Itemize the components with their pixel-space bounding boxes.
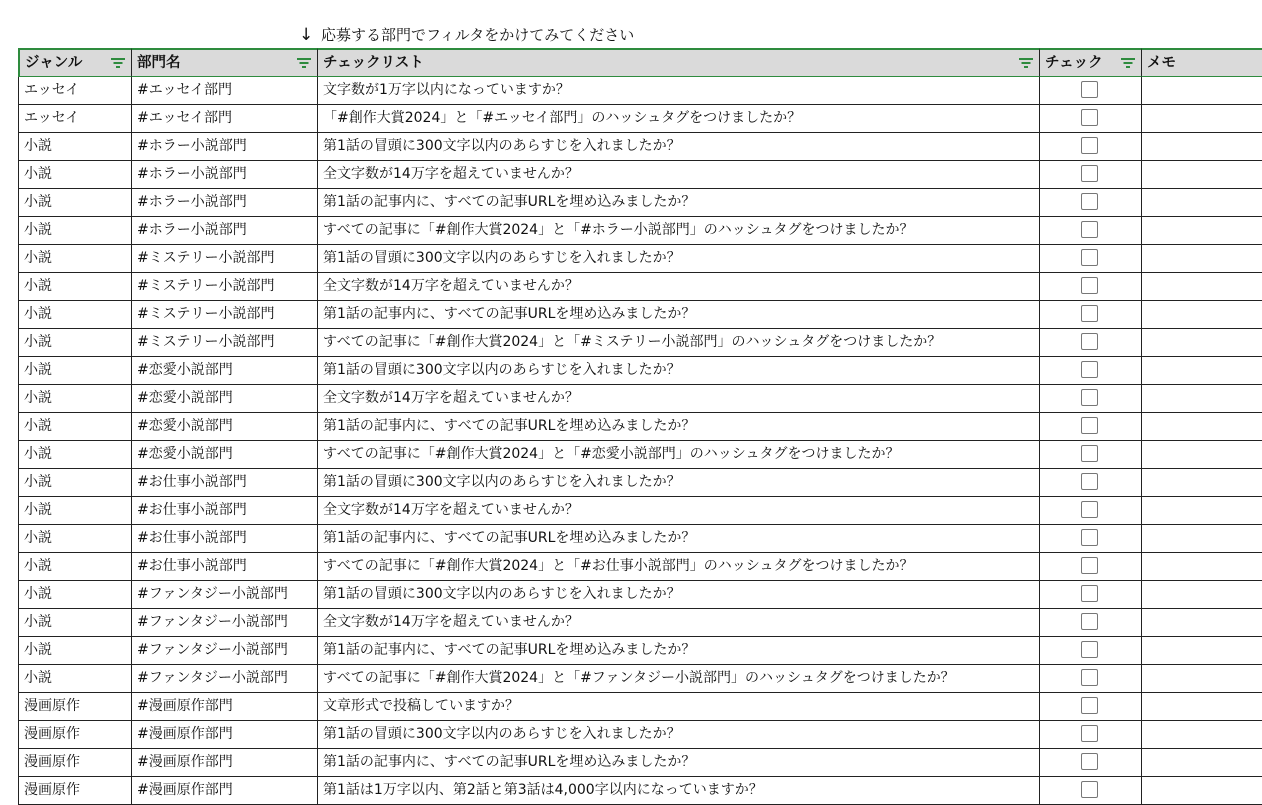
checkbox[interactable] bbox=[1081, 137, 1098, 154]
memo-cell[interactable] bbox=[1142, 161, 1262, 189]
department-cell[interactable]: #お仕事小説部門 bbox=[132, 553, 318, 581]
header-checklist bbox=[318, 48, 1040, 77]
genre-cell[interactable]: 小説 bbox=[18, 637, 132, 665]
check-cell[interactable] bbox=[1040, 665, 1142, 693]
table-row bbox=[18, 413, 1208, 441]
department-cell[interactable]: #ファンタジー小説部門 bbox=[132, 637, 318, 665]
department-cell[interactable]: #恋愛小説部門 bbox=[132, 385, 318, 413]
table-row bbox=[18, 609, 1208, 637]
table-row bbox=[18, 189, 1208, 217]
check-cell[interactable] bbox=[1040, 217, 1142, 245]
checklist-item-cell[interactable]: 第1話の記事内に、すべての記事URLを埋め込みましたか？ bbox=[318, 189, 1040, 217]
genre-cell[interactable]: 小説 bbox=[18, 301, 132, 329]
header-row bbox=[18, 48, 1208, 77]
department-cell[interactable]: #漫画原作部門 bbox=[132, 749, 318, 777]
header-memo-label: メモ bbox=[1147, 55, 1176, 71]
header-department bbox=[132, 48, 318, 77]
genre-cell[interactable]: 小説 bbox=[18, 581, 132, 609]
memo-cell[interactable] bbox=[1142, 497, 1262, 525]
memo-cell[interactable] bbox=[1142, 273, 1262, 301]
filter-icon[interactable] bbox=[111, 58, 125, 69]
header-genre bbox=[18, 48, 132, 77]
check-cell[interactable] bbox=[1040, 105, 1142, 133]
department-cell[interactable]: #ミステリー小説部門 bbox=[132, 245, 318, 273]
checkbox[interactable] bbox=[1081, 193, 1098, 210]
department-cell[interactable]: #ホラー小説部門 bbox=[132, 133, 318, 161]
department-cell[interactable]: #ファンタジー小説部門 bbox=[132, 581, 318, 609]
checkbox[interactable] bbox=[1081, 361, 1098, 378]
department-cell[interactable]: #お仕事小説部門 bbox=[132, 525, 318, 553]
memo-cell[interactable] bbox=[1142, 357, 1262, 385]
department-cell[interactable]: #ファンタジー小説部門 bbox=[132, 609, 318, 637]
genre-cell[interactable]: 小説 bbox=[18, 161, 132, 189]
checklist-item-cell[interactable]: 第1話の記事内に、すべての記事URLを埋め込みましたか？ bbox=[318, 749, 1040, 777]
memo-cell[interactable] bbox=[1142, 245, 1262, 273]
filter-icon[interactable] bbox=[1019, 58, 1033, 69]
checkbox[interactable] bbox=[1081, 389, 1098, 406]
check-cell[interactable] bbox=[1040, 525, 1142, 553]
genre-cell[interactable]: 漫画原作 bbox=[18, 721, 132, 749]
department-cell[interactable]: #漫画原作部門 bbox=[132, 721, 318, 749]
genre-cell[interactable]: 小説 bbox=[18, 189, 132, 217]
checklist-item-cell[interactable]: 全文字数が14万字を超えていませんか？ bbox=[318, 273, 1040, 301]
checklist-item-cell[interactable]: 第1話の冒頭に300文字以内のあらすじを入れましたか？ bbox=[318, 581, 1040, 609]
check-cell[interactable] bbox=[1040, 749, 1142, 777]
department-cell[interactable]: #ホラー小説部門 bbox=[132, 217, 318, 245]
genre-cell[interactable]: 小説 bbox=[18, 413, 132, 441]
table-row bbox=[18, 777, 1208, 805]
checklist-item-cell[interactable]: すべての記事に「#創作大賞2024」と「#ミステリー小説部門」のハッシュタグをつけましたか？ bbox=[318, 329, 1040, 357]
check-cell[interactable] bbox=[1040, 77, 1142, 105]
genre-cell[interactable]: 漫画原作 bbox=[18, 777, 132, 805]
checklist-item-cell[interactable]: 「#創作大賞2024」と「#エッセイ部門」のハッシュタグをつけましたか？ bbox=[318, 105, 1040, 133]
checklist-item-cell[interactable]: すべての記事に「#創作大賞2024」と「#ファンタジー小説部門」のハッシュタグをつけましたか？ bbox=[318, 665, 1040, 693]
checkbox[interactable] bbox=[1081, 529, 1098, 546]
memo-cell[interactable] bbox=[1142, 609, 1262, 637]
genre-cell[interactable]: 小説 bbox=[18, 469, 132, 497]
header-checklist-label: チェックリスト bbox=[323, 55, 424, 71]
department-cell[interactable]: #ミステリー小説部門 bbox=[132, 329, 318, 357]
department-cell[interactable]: #エッセイ部門 bbox=[132, 105, 318, 133]
header-check-label: チェック bbox=[1045, 55, 1103, 71]
checkbox[interactable] bbox=[1081, 585, 1098, 602]
memo-cell[interactable] bbox=[1142, 525, 1262, 553]
table-body bbox=[18, 77, 1208, 805]
checkbox[interactable] bbox=[1081, 333, 1098, 350]
genre-cell[interactable]: 小説 bbox=[18, 217, 132, 245]
genre-cell[interactable]: 漫画原作 bbox=[18, 749, 132, 777]
check-cell[interactable] bbox=[1040, 329, 1142, 357]
check-cell[interactable] bbox=[1040, 273, 1142, 301]
memo-cell[interactable] bbox=[1142, 105, 1262, 133]
memo-cell[interactable] bbox=[1142, 301, 1262, 329]
check-cell[interactable] bbox=[1040, 553, 1142, 581]
table-row bbox=[18, 273, 1208, 301]
checklist-item-cell[interactable]: 全文字数が14万字を超えていませんか？ bbox=[318, 609, 1040, 637]
genre-cell[interactable]: 小説 bbox=[18, 273, 132, 301]
check-cell[interactable] bbox=[1040, 161, 1142, 189]
genre-cell[interactable]: エッセイ bbox=[18, 105, 132, 133]
table-row bbox=[18, 721, 1208, 749]
genre-cell[interactable]: 小説 bbox=[18, 665, 132, 693]
memo-cell[interactable] bbox=[1142, 777, 1262, 805]
checklist-item-cell[interactable]: 文章形式で投稿していますか？ bbox=[318, 693, 1040, 721]
checkbox[interactable] bbox=[1081, 613, 1098, 630]
checklist-item-cell[interactable]: 第1話の冒頭に300文字以内のあらすじを入れましたか？ bbox=[318, 245, 1040, 273]
department-cell[interactable]: #漫画原作部門 bbox=[132, 693, 318, 721]
memo-cell[interactable] bbox=[1142, 721, 1262, 749]
filter-icon[interactable] bbox=[1121, 58, 1135, 69]
department-cell[interactable]: #恋愛小説部門 bbox=[132, 441, 318, 469]
checklist-item-cell[interactable]: 第1話の記事内に、すべての記事URLを埋め込みましたか？ bbox=[318, 301, 1040, 329]
checklist-item-cell[interactable]: すべての記事に「#創作大賞2024」と「#お仕事小説部門」のハッシュタグをつけましたか？ bbox=[318, 553, 1040, 581]
checkbox[interactable] bbox=[1081, 557, 1098, 574]
department-cell[interactable]: #恋愛小説部門 bbox=[132, 357, 318, 385]
genre-cell[interactable]: 小説 bbox=[18, 497, 132, 525]
check-cell[interactable] bbox=[1040, 301, 1142, 329]
checklist-item-cell[interactable]: 第1話の記事内に、すべての記事URLを埋め込みましたか？ bbox=[318, 413, 1040, 441]
table-row bbox=[18, 693, 1208, 721]
filter-icon[interactable] bbox=[297, 58, 311, 69]
memo-cell[interactable] bbox=[1142, 329, 1262, 357]
table-row bbox=[18, 217, 1208, 245]
memo-cell[interactable] bbox=[1142, 469, 1262, 497]
table-row bbox=[18, 749, 1208, 777]
table-row bbox=[18, 665, 1208, 693]
check-cell[interactable] bbox=[1040, 357, 1142, 385]
genre-cell[interactable]: 小説 bbox=[18, 609, 132, 637]
checkbox[interactable] bbox=[1081, 753, 1098, 770]
department-cell[interactable]: #お仕事小説部門 bbox=[132, 497, 318, 525]
checklist-item-cell[interactable]: 第1話の冒頭に300文字以内のあらすじを入れましたか？ bbox=[318, 721, 1040, 749]
table-row bbox=[18, 245, 1208, 273]
memo-cell[interactable] bbox=[1142, 553, 1262, 581]
department-cell[interactable]: #ファンタジー小説部門 bbox=[132, 665, 318, 693]
down-arrow-icon: ↓ bbox=[299, 25, 314, 45]
table-row bbox=[18, 385, 1208, 413]
checklist-item-cell[interactable]: 第1話の記事内に、すべての記事URLを埋め込みましたか？ bbox=[318, 525, 1040, 553]
checklist-item-cell[interactable]: 第1話の冒頭に300文字以内のあらすじを入れましたか？ bbox=[318, 469, 1040, 497]
checkbox[interactable] bbox=[1081, 445, 1098, 462]
check-cell[interactable] bbox=[1040, 245, 1142, 273]
table-row bbox=[18, 469, 1208, 497]
genre-cell[interactable]: 小説 bbox=[18, 133, 132, 161]
table-row bbox=[18, 441, 1208, 469]
checkbox[interactable] bbox=[1081, 669, 1098, 686]
genre-cell[interactable]: 小説 bbox=[18, 245, 132, 273]
checklist-item-cell[interactable]: 第1話の冒頭に300文字以内のあらすじを入れましたか？ bbox=[318, 357, 1040, 385]
checklist-item-cell[interactable]: 全文字数が14万字を超えていませんか？ bbox=[318, 161, 1040, 189]
table-row bbox=[18, 133, 1208, 161]
table-row bbox=[18, 553, 1208, 581]
department-cell[interactable]: #お仕事小説部門 bbox=[132, 469, 318, 497]
table-row bbox=[18, 301, 1208, 329]
checkbox[interactable] bbox=[1081, 277, 1098, 294]
department-cell[interactable]: #ミステリー小説部門 bbox=[132, 273, 318, 301]
check-cell[interactable] bbox=[1040, 413, 1142, 441]
header-memo bbox=[1142, 48, 1262, 77]
table-row bbox=[18, 357, 1208, 385]
memo-cell[interactable] bbox=[1142, 189, 1262, 217]
memo-cell[interactable] bbox=[1142, 441, 1262, 469]
check-cell[interactable] bbox=[1040, 469, 1142, 497]
checkbox[interactable] bbox=[1081, 417, 1098, 434]
check-cell[interactable] bbox=[1040, 693, 1142, 721]
check-cell[interactable] bbox=[1040, 637, 1142, 665]
table-row bbox=[18, 105, 1208, 133]
checklist-sheet bbox=[18, 48, 1208, 798]
department-cell[interactable]: #エッセイ部門 bbox=[132, 77, 318, 105]
memo-cell[interactable] bbox=[1142, 77, 1262, 105]
check-cell[interactable] bbox=[1040, 777, 1142, 805]
checkbox[interactable] bbox=[1081, 781, 1098, 798]
checkbox[interactable] bbox=[1081, 697, 1098, 714]
memo-cell[interactable] bbox=[1142, 665, 1262, 693]
genre-cell[interactable]: 小説 bbox=[18, 553, 132, 581]
genre-cell[interactable]: 小説 bbox=[18, 385, 132, 413]
check-cell[interactable] bbox=[1040, 581, 1142, 609]
genre-cell[interactable]: エッセイ bbox=[18, 77, 132, 105]
header-department-label: 部門名 bbox=[137, 55, 181, 71]
table-row bbox=[18, 161, 1208, 189]
check-cell[interactable] bbox=[1040, 385, 1142, 413]
genre-cell[interactable]: 漫画原作 bbox=[18, 693, 132, 721]
checkbox[interactable] bbox=[1081, 473, 1098, 490]
memo-cell[interactable] bbox=[1142, 693, 1262, 721]
checkbox[interactable] bbox=[1081, 249, 1098, 266]
checklist-item-cell[interactable]: 文字数が1万字以内になっていますか？ bbox=[318, 77, 1040, 105]
checklist-item-cell[interactable]: すべての記事に「#創作大賞2024」と「#恋愛小説部門」のハッシュタグをつけましたか？ bbox=[318, 441, 1040, 469]
checkbox[interactable] bbox=[1081, 81, 1098, 98]
check-cell[interactable] bbox=[1040, 189, 1142, 217]
department-cell[interactable]: #ミステリー小説部門 bbox=[132, 301, 318, 329]
table-row bbox=[18, 329, 1208, 357]
checklist-item-cell[interactable]: 第1話の記事内に、すべての記事URLを埋め込みましたか？ bbox=[318, 637, 1040, 665]
checkbox[interactable] bbox=[1081, 109, 1098, 126]
memo-cell[interactable] bbox=[1142, 217, 1262, 245]
table-row bbox=[18, 497, 1208, 525]
genre-cell[interactable]: 小説 bbox=[18, 525, 132, 553]
memo-cell[interactable] bbox=[1142, 637, 1262, 665]
check-cell[interactable] bbox=[1040, 441, 1142, 469]
department-cell[interactable]: #ホラー小説部門 bbox=[132, 161, 318, 189]
checkbox[interactable] bbox=[1081, 641, 1098, 658]
checkbox[interactable] bbox=[1081, 725, 1098, 742]
checklist-item-cell[interactable]: 第1話の冒頭に300文字以内のあらすじを入れましたか？ bbox=[318, 133, 1040, 161]
checklist-item-cell[interactable]: 第1話は1万字以内、第2話と第3話は4,000字以内になっていますか？ bbox=[318, 777, 1040, 805]
department-cell[interactable]: #漫画原作部門 bbox=[132, 777, 318, 805]
checklist-item-cell[interactable]: 全文字数が14万字を超えていませんか？ bbox=[318, 497, 1040, 525]
table-row bbox=[18, 581, 1208, 609]
check-cell[interactable] bbox=[1040, 609, 1142, 637]
filter-instruction bbox=[299, 23, 634, 47]
table-row bbox=[18, 637, 1208, 665]
genre-cell[interactable]: 小説 bbox=[18, 357, 132, 385]
checkbox[interactable] bbox=[1081, 305, 1098, 322]
department-cell[interactable]: #恋愛小説部門 bbox=[132, 413, 318, 441]
genre-cell[interactable]: 小説 bbox=[18, 329, 132, 357]
instruction-text: 応募する部門でフィルタをかけてみてください bbox=[321, 26, 635, 44]
header-genre-label: ジャンル bbox=[25, 55, 83, 71]
department-cell[interactable]: #ホラー小説部門 bbox=[132, 189, 318, 217]
header-check bbox=[1040, 48, 1142, 77]
memo-cell[interactable] bbox=[1142, 385, 1262, 413]
checkbox[interactable] bbox=[1081, 501, 1098, 518]
genre-cell[interactable]: 小説 bbox=[18, 441, 132, 469]
checkbox[interactable] bbox=[1081, 221, 1098, 238]
checkbox[interactable] bbox=[1081, 165, 1098, 182]
check-cell[interactable] bbox=[1040, 133, 1142, 161]
check-cell[interactable] bbox=[1040, 497, 1142, 525]
check-cell[interactable] bbox=[1040, 721, 1142, 749]
memo-cell[interactable] bbox=[1142, 581, 1262, 609]
memo-cell[interactable] bbox=[1142, 413, 1262, 441]
checklist-item-cell[interactable]: すべての記事に「#創作大賞2024」と「#ホラー小説部門」のハッシュタグをつけましたか？ bbox=[318, 217, 1040, 245]
checklist-item-cell[interactable]: 全文字数が14万字を超えていませんか？ bbox=[318, 385, 1040, 413]
memo-cell[interactable] bbox=[1142, 133, 1262, 161]
table-row bbox=[18, 77, 1208, 105]
table-row bbox=[18, 525, 1208, 553]
memo-cell[interactable] bbox=[1142, 749, 1262, 777]
